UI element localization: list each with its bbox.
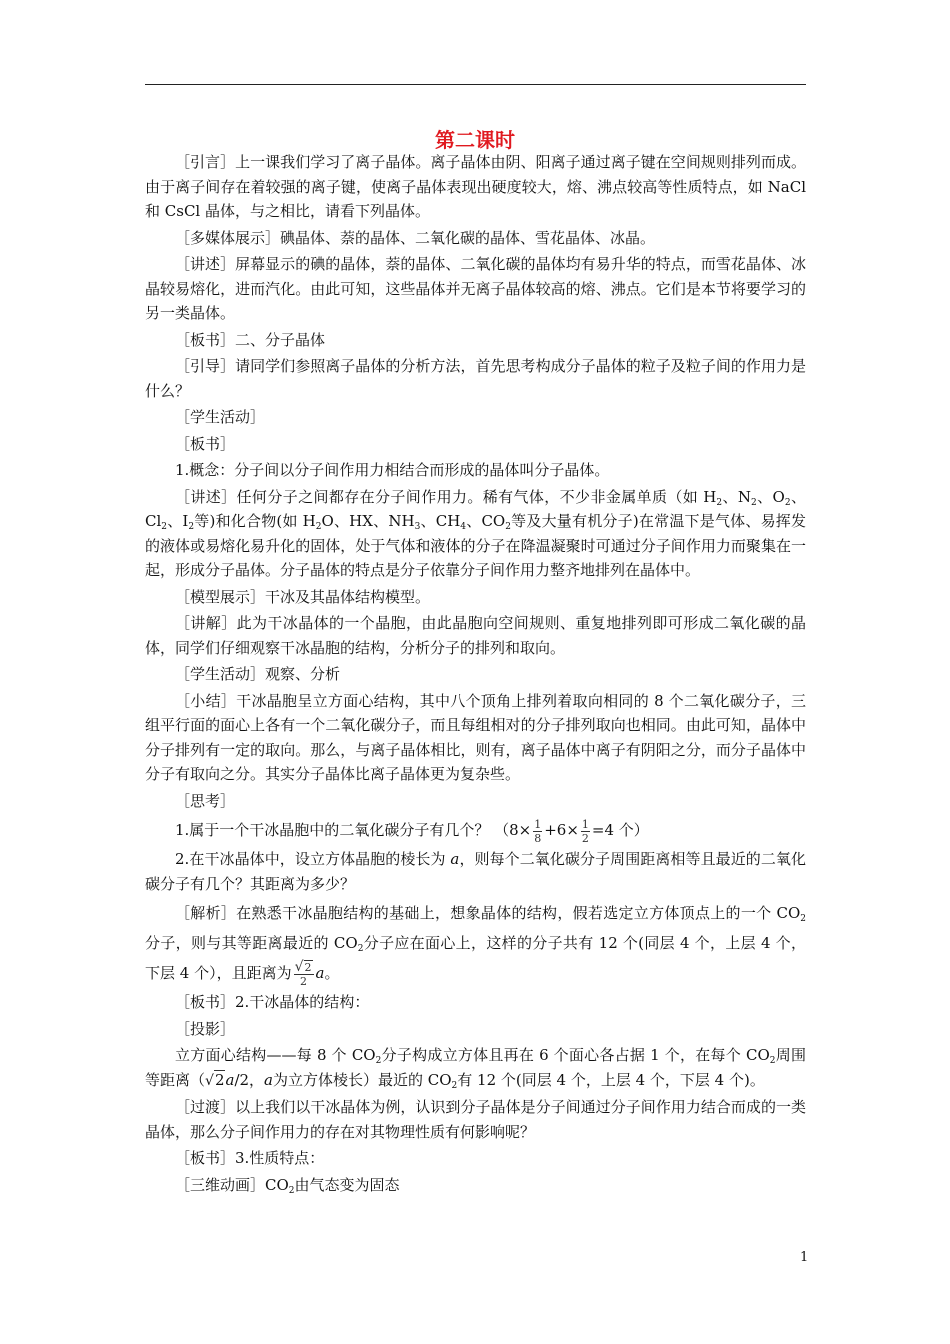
page-title: 第二课时 xyxy=(435,128,515,152)
paragraph-concept: 1.概念：分子间以分子间作用力相结合而形成的晶体叫分子晶体。 xyxy=(175,461,610,479)
paragraph-student-activity-2: ［学生活动］观察、分析 xyxy=(175,665,341,683)
paragraph-think: ［思考］ xyxy=(175,791,236,810)
paragraph-narration-2: ［讲述］任何分子之间都存在分子间作用力。稀有气体，不少非金属单质（如 $H_2$、$N_2$、$O_2$、$Cl_2$、$I_2$等)和化合物(如 $H_2O$、HX、$NH_3$、$CH_4$、$CO_2$等及大量有机分子)在常温下是气体、易挥发的液体或易熔化易升化的固体，处于气体和液体的分子在降温凝聚时可通过分子间作用力而聚集在一起，形成分子晶体。分子晶体的特点是分子依靠分子间作用力整齐地排列在晶体中。 xyxy=(145,487,806,579)
paragraph-intro: ［引言］上一课我们学习了离子晶体。离子晶体由阴、阳离子通过离子键在空间规则排列而成。由于离子间存在着较强的离子键，使离子晶体表现出硬度较大，熔、沸点较高等性质特点，如 NaCl 和 CsCl 晶体，与之相比，请看下列晶体。 xyxy=(145,153,806,220)
paragraph-multimedia: ［多媒体展示］碘晶体、萘的晶体、二氧化碳的晶体、雪花晶体、冰晶。 xyxy=(175,228,656,247)
paragraph-narration: ［讲述］屏幕显示的碘的晶体，萘的晶体、二氧化碳的晶体均有易升华的特点，而雪花晶体、冰晶较易熔化，进而汽化。由此可知，这些晶体并无离子晶体较高的熔、沸点。它们是本节将要学习的另一类晶体。 xyxy=(145,255,806,322)
paragraph-board-2: ［板书］ xyxy=(175,434,236,453)
paragraph-board-3: ［板书］2.干冰晶体的结构： xyxy=(175,993,370,1011)
paragraph-transition: ［过渡］以上我们以干冰晶体为例，认识到分子晶体是分子间通过分子间作用力结合而成的一类晶体，那么分子间作用力的存在对其物理性质有何影响呢？ xyxy=(145,1098,806,1141)
page-number: 1 xyxy=(800,1250,809,1265)
fraction-one-eighth: $\frac{1}{8}$ xyxy=(534,817,542,845)
document-body xyxy=(145,150,806,1197)
fraction-sqrt2-half: $\frac{√2}{2}$ xyxy=(294,958,312,988)
paragraph-board-1: ［板书］二、分子晶体 xyxy=(175,330,326,349)
paragraph-structure: 立方面心结构——每 8 个 $CO_2$分子构成立方体且再在 6 个面心各占据 1 个，在每个 $CO_2$周围等距离（√2a/2，a为立方体棱长）最近的 $CO_2$有 12 个(同层 4 个，上层 4 个，下层 4 个)。 xyxy=(145,1046,806,1091)
header-rule xyxy=(145,84,806,85)
fraction-one-half: $\frac{1}{2}$ xyxy=(581,817,589,845)
paragraph-student-activity: ［学生活动］ xyxy=(175,408,266,426)
paragraph-analysis: ［解析］在熟悉干冰晶胞结构的基础上，想象晶体的结构，假若选定立方体顶点上的一个 $CO_2$分子，则与其等距离最近的 $CO_2$分子应在面心上，这样的分子共有 12 个(同层 4 个，上层 4 个，下层 4 个），且距离为 $\frac{√2}{2}$ a。 xyxy=(145,904,806,988)
paragraph-board-4: ［板书］3.性质特点： xyxy=(175,1149,325,1167)
sqrt-2: √2 xyxy=(205,1070,225,1089)
question-1: 1.属于一个干冰晶胞中的二氧化碳分子有几个？ （8× $\frac{1}{8}$ +6× $\frac{1}{2}$ =4 个） xyxy=(175,817,649,845)
paragraph-model: ［模型展示］干冰及其晶体结构模型。 xyxy=(175,587,431,606)
paragraph-summary: ［小结］干冰晶胞呈立方面心结构，其中八个顶角上排列着取向相同的 8 个二氧化碳分子，三组平行面的面心上各有一个二氧化碳分子，而且每组相对的分子排列取向也相同。由此可知，晶体中分子排列有一定的取向。那么，与离子晶体相比，则有，离子晶体中离子有阴阳之分，而分子晶体中分子有取向之分。其实分子晶体比离子晶体更为复杂些。 xyxy=(145,691,806,783)
question-2: 2.在干冰晶体中，设立方体晶胞的棱长为 a，则每个二氧化碳分子周围距离相等且最近的二氧化碳分子有几个？其距离为多少？ xyxy=(145,850,806,893)
paragraph-animation: ［三维动画$]CO_2$由气态变为固态 xyxy=(175,1175,400,1196)
paragraph-guide: ［引导］请同学们参照离子晶体的分析方法，首先思考构成分子晶体的粒子及粒子间的作用力是什么？ xyxy=(145,357,806,400)
paragraph-projection: ［投影］ xyxy=(175,1019,236,1038)
paragraph-explain: ［讲解］此为干冰晶体的一个晶胞，由此晶胞向空间规则、重复地排列即可形成二氧化碳的晶体，同学们仔细观察干冰晶胞的结构，分析分子的排列和取向。 xyxy=(145,614,806,657)
